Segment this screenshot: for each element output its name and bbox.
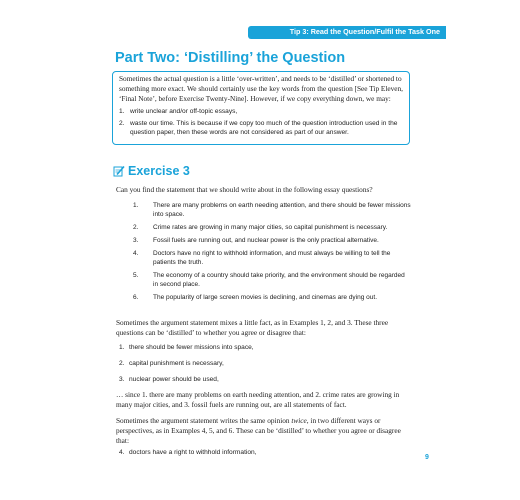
pencil-paper-icon [113,165,125,177]
list-item: 3. Fossil fuels are running out, and nuclear power is the only practical alternative. [133,237,379,244]
tip-header-tab [248,26,446,39]
exercise-heading [113,162,190,180]
list-item: 1. there should be fewer missions into space, [119,344,254,351]
info-box [112,71,410,145]
list-item: 3. nuclear power should be used, [119,376,219,383]
question-list [133,201,411,306]
list-item: 5. The economy of a country should take priority, and the environment should be regarded in second place. [133,272,405,288]
list-item: 1. There are many problems on earth needing attention, and there should be fewer missions into space. [133,202,411,218]
list-item: 6. The popularity of large screen movies is declining, and cinemas are dying out. [133,294,378,301]
list-item: 4. Doctors have no right to withhold information, and must always be willing to tell the patients the truth. [133,250,391,266]
list-item: 2. waste our time. This is because if we copy too much of the question introduction used in the question paper, then these words are not considered as part of our answer. [119,120,398,136]
list-item: 4. doctors have a right to withhold information, [119,449,257,456]
exercise-intro: Can you find the statement that we should write about in the following essay questions? [116,185,373,194]
list-item: 2. capital punishment is necessary, [119,360,224,367]
paragraph-since: … since 1. there are many problems on earth needing attention, and 2. crime rates are growing in many major cities, and 3. fossil fuels are running out, are all statements of fact. [116,390,400,409]
page-number: 9 [425,454,429,461]
exercise-title: Exercise 3 [128,164,190,179]
info-box-list [119,107,403,137]
list-item: 2. Crime rates are growing in many major cities, so capital punishment is necessary. [133,224,388,231]
part-title: Part Two: ‘Distilling’ the Question [115,50,346,66]
tip-header-label: Tip 3: Read the Question/Fulfil the Task One [289,27,440,36]
paragraph-opinion: Sometimes the argument statement writes the same opinion twice, in two different ways or perspectives, as in Examples 4, 5, and 6. These can be ‘distilled’ to whether you agree or disagree that: [116,416,401,445]
list-item: 1. write unclear and/or off-topic essays, [119,108,238,115]
info-box-text: Sometimes the actual question is a little ‘over-written’, and needs to be ‘distilled’ or shortened to something more exact. We should certainly use the key words from the question [See Tip Eleven, ‘Final Note’, before Exercise Twenty-Nine]. However, if we copy everything down, we may: [119,74,404,103]
distilled-list-1 [119,343,254,384]
paragraph-fact: Sometimes the argument statement mixes a little fact, as in Examples 1, 2, and 3. These three questions can be ‘distilled’ to whether you agree or disagree that: [116,318,389,337]
distilled-list-2 [119,448,257,457]
